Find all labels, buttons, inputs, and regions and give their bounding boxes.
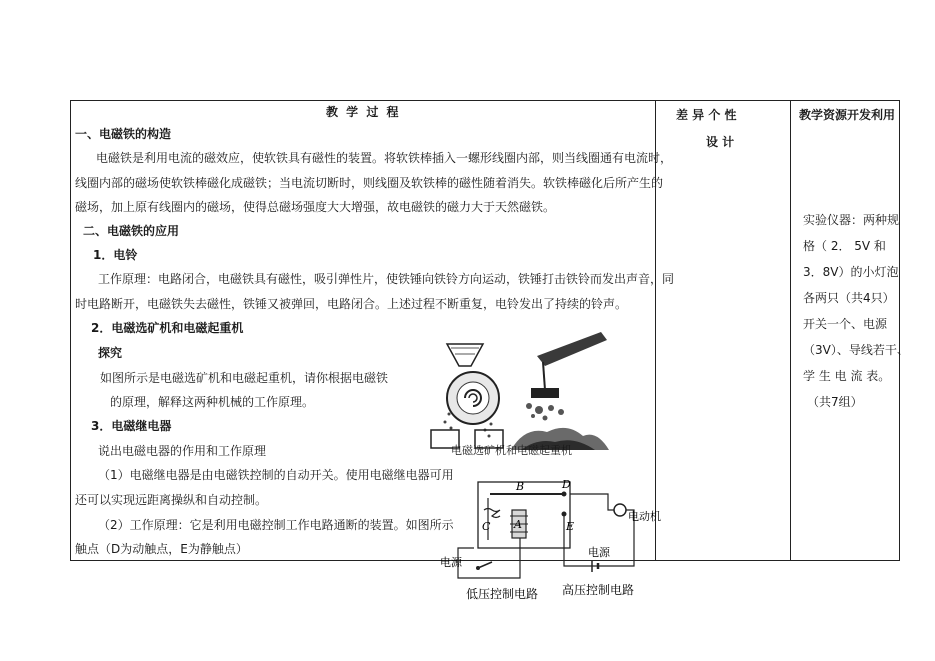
label-low-voltage: 低压控制电路	[466, 587, 539, 601]
paragraph-line: 电磁铁是利用电流的磁效应，使软铁具有磁性的装置。将软铁棒插入一螺形线圈内部，则当线圈通有电流时，	[96, 151, 673, 165]
figure-caption: 电磁选矿机和电磁起重机	[451, 444, 572, 457]
label-e: E	[566, 520, 575, 533]
paragraph-line: 磁场，加上原有线圈内的磁场，使得总磁场强度大大增强，故电磁铁的磁力大于天然磁铁。	[75, 200, 556, 214]
section-title: 二、电磁铁的应用	[83, 224, 180, 238]
paragraph-line: 说出电磁电器的作用和工作原理	[98, 444, 267, 458]
subsection-title: 1．电铃	[93, 248, 138, 262]
column-divider	[790, 100, 791, 561]
resource-line: 格（ 2． 5V 和	[803, 239, 886, 253]
paragraph-line: 如图所示是电磁选矿机和电磁起重机，请你根据电磁铁	[100, 371, 389, 385]
label-b: B	[516, 480, 525, 493]
subsection-title: 3．电磁继电器	[91, 419, 172, 433]
paragraph-line: 的原理，解释这两种机械的工作原理。	[110, 395, 315, 409]
resource-line: 各两只（共4只）	[803, 291, 895, 305]
header-differentiated-design: 差 异 个 性	[676, 108, 737, 122]
explore-label: 探究	[98, 346, 123, 360]
paragraph-line: 触点（D为动触点，E为静触点）	[75, 542, 248, 556]
resource-line: （3V）、导线若干、	[803, 343, 909, 357]
resource-line: 实验仪器：两种规	[803, 213, 900, 227]
relay-circuit-diagram	[438, 470, 664, 604]
paragraph-line: 工作原理：电路闭合，电磁铁具有磁性，吸引弹性片，使铁锤向铁铃方向运动，铁锤打击铁铃而发出声音，同	[98, 272, 675, 286]
subsection-title: 2．电磁选矿机和电磁起重机	[91, 321, 244, 335]
header-resources: 教学资源开发利用	[799, 108, 896, 122]
header-teaching-process: 教 学 过 程	[326, 105, 401, 119]
section-title: 一、电磁铁的构造	[75, 127, 172, 141]
label-power-left: 电源	[440, 556, 462, 569]
label-d: D	[562, 478, 571, 491]
paragraph-line: 线圈内部的磁场使软铁棒磁化成磁铁；当电流切断时，则线圈及软铁棒的磁性随着消失。软铁棒磁化后所产生的	[75, 176, 664, 190]
label-high-voltage: 高压控制电路	[562, 583, 635, 597]
label-c: C	[482, 520, 491, 533]
paragraph-line: （2）工作原理：它是利用电磁控制工作电路通断的装置。如图所示	[98, 518, 454, 532]
resource-line: 学 生 电 流 表。	[803, 369, 891, 383]
header-differentiated-design-line2: 设 计	[706, 135, 735, 149]
label-power-right: 电源	[588, 546, 610, 559]
paragraph-line: （1）电磁继电器是由电磁铁控制的自动开关。使用电磁继电器可用	[98, 468, 454, 482]
separator-and-crane-figure	[425, 326, 625, 454]
resource-line: （共7组）	[807, 395, 863, 409]
paragraph-line: 还可以实现远距离操纵和自动控制。	[75, 493, 268, 507]
resource-line: 开关一个、电源	[803, 317, 888, 331]
paragraph-line: 时电路断开，电磁铁失去磁性，铁锤又被弹回，电路闭合。上述过程不断重复，电铃发出了持续的铃声。	[75, 297, 628, 311]
label-a: A	[514, 518, 522, 531]
label-motor: 电动机	[628, 510, 661, 523]
resource-line: 3．8V）的小灯泡	[803, 265, 899, 279]
